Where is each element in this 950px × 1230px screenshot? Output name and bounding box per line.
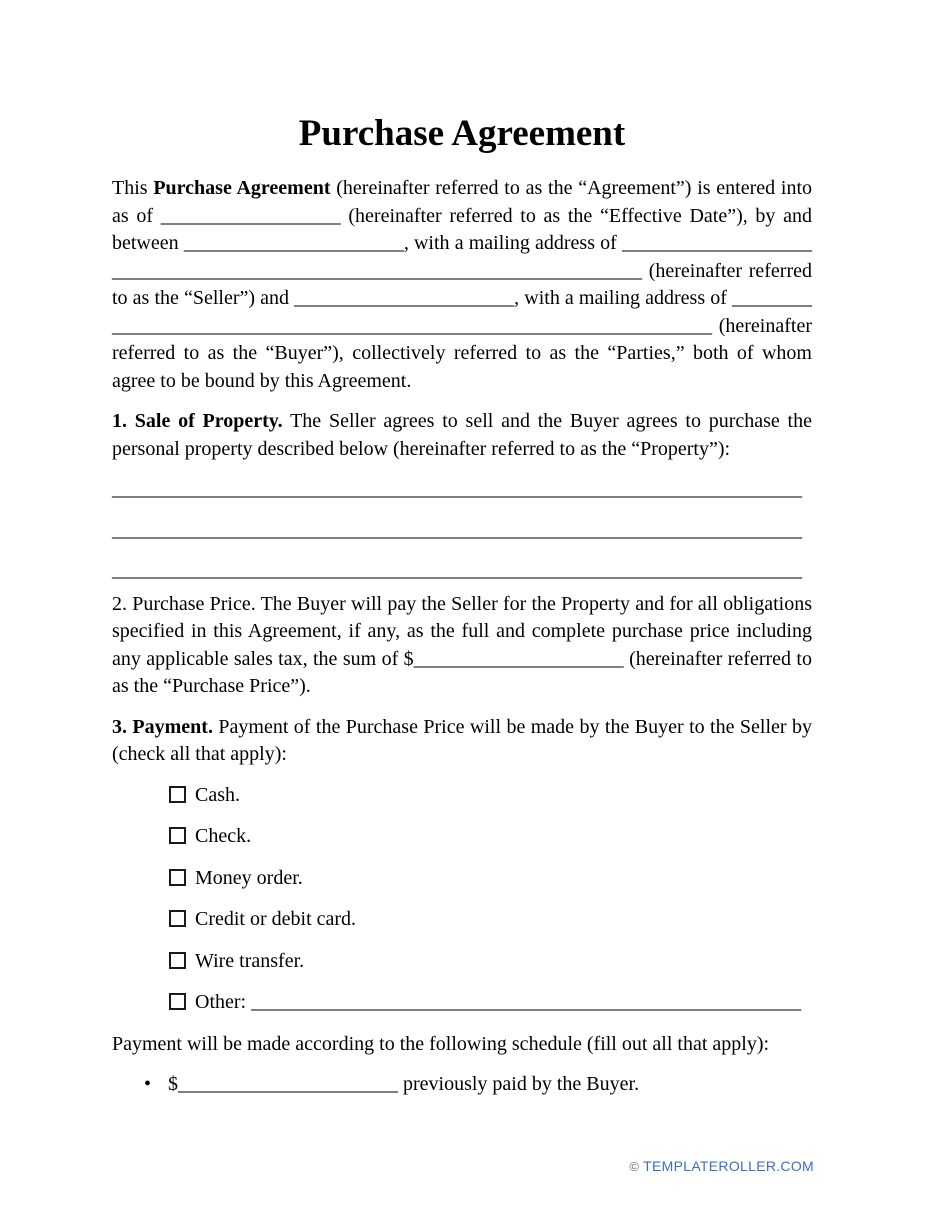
wire-transfer-checkbox[interactable] — [169, 952, 186, 969]
wire-transfer-label: Wire transfer. — [195, 949, 305, 972]
intro-text: (hereinafter referred to as the “Effective Date”), by and between — [112, 204, 812, 254]
payment-method-item-cash — [112, 782, 812, 810]
seller-name-blank-line[interactable]: ______________________ — [183, 232, 404, 254]
section-1-heading: 1. Sale of Property. — [112, 410, 283, 432]
other-label: Other: — [195, 991, 247, 1013]
previously-paid-amount-blank-line[interactable]: ______________________ — [178, 1073, 398, 1095]
other-checkbox[interactable] — [169, 993, 186, 1010]
property-description-line-2 — [112, 517, 812, 545]
payment-method-item-money-order — [112, 865, 812, 893]
cash-checkbox[interactable] — [169, 786, 186, 803]
payment-method-item-wire-transfer — [112, 948, 812, 976]
check-checkbox[interactable] — [169, 827, 186, 844]
money-order-checkbox[interactable] — [169, 869, 186, 886]
templateroller-link[interactable]: TEMPLATEROLLER.COM — [643, 1158, 814, 1174]
cash-label: Cash. — [195, 783, 240, 806]
bullet-item-text: previously paid by the Buyer. — [398, 1073, 640, 1095]
intro-text: (hereinafter referred to as the “Agreement”) is entered into as of — [112, 177, 812, 227]
payment-method-list — [112, 782, 812, 1017]
payment-schedule-paragraph: Payment will be made according to the following schedule (fill out all that apply): — [112, 1032, 770, 1055]
credit-debit-label: Credit or debit card. — [195, 908, 357, 930]
check-label: Check. — [195, 825, 252, 847]
document-title: Purchase Agreement — [298, 113, 626, 154]
bullet-item-text: $ — [168, 1073, 178, 1095]
purchase-price-blank-line[interactable]: _____________________ — [413, 647, 624, 670]
intro-text: This — [112, 177, 154, 199]
effective-date-blank-line[interactable]: __________________ — [160, 204, 341, 227]
property-description-blank-line[interactable]: _____________________________________________________________________ — [112, 478, 802, 500]
sale-of-property-paragraph — [112, 408, 812, 463]
intro-text: , with a mailing address of — [514, 287, 732, 309]
property-description-line-3 — [112, 557, 812, 585]
property-description-blank-line[interactable]: _____________________________________________________________________ — [112, 559, 802, 581]
property-description-blank-line[interactable]: _____________________________________________________________________ — [112, 518, 802, 541]
property-description-line-1 — [112, 476, 812, 504]
payment-paragraph — [112, 714, 812, 769]
money-order-label: Money order. — [195, 866, 303, 889]
intro-text: (hereinafter referred to as the “Seller”) and — [112, 259, 812, 309]
section-3-heading: 3. Payment. — [112, 715, 213, 738]
section-3-body: Payment of the Purchase Price will be made by the Buyer to the Seller by (check all that apply): — [112, 715, 812, 765]
buyer-address-blank-line[interactable]: ____________________________________________________________________ — [112, 287, 812, 337]
seller-address-blank-line[interactable]: ________________________________________________________________________ — [112, 232, 812, 282]
payment-method-item-check — [112, 823, 812, 851]
intro-text: (hereinafter referred to as the “Buyer”), collectively referred to as the “Parties,” both of whom agree to be bound by this Agreement. — [112, 314, 812, 392]
intro-bold-term: Purchase Agreement — [153, 177, 331, 199]
schedule-bullet-item — [112, 1071, 812, 1099]
intro-text: , with a mailing address of — [403, 232, 622, 254]
section-2-body: 2. Purchase Price. The Buyer will pay the Seller for the Property and for all obligations specified in this Agreement, if any, as the full and complete purchase price including any applicable sales tax, the sum of $ — [112, 592, 812, 670]
copyright-icon: © — [629, 1159, 640, 1174]
bullet-icon: • — [144, 1073, 152, 1095]
payment-method-item-credit-debit — [112, 906, 812, 934]
footer — [629, 1153, 814, 1181]
payment-method-item-other — [112, 989, 812, 1017]
other-method-blank-line[interactable]: _______________________________________________________ — [251, 991, 802, 1013]
buyer-name-blank-line[interactable]: ______________________ — [294, 287, 515, 309]
section-1-body: The Seller agrees to sell and the Buyer agrees to purchase the personal property described below (hereinafter referred to as the “Property”): — [112, 410, 812, 460]
property-description-area — [112, 476, 812, 585]
intro-paragraph — [112, 175, 812, 395]
section-2-body: (hereinafter referred to as the “Purchase Price”). — [112, 647, 812, 697]
purchase-price-paragraph — [112, 591, 812, 701]
credit-debit-checkbox[interactable] — [169, 910, 186, 927]
